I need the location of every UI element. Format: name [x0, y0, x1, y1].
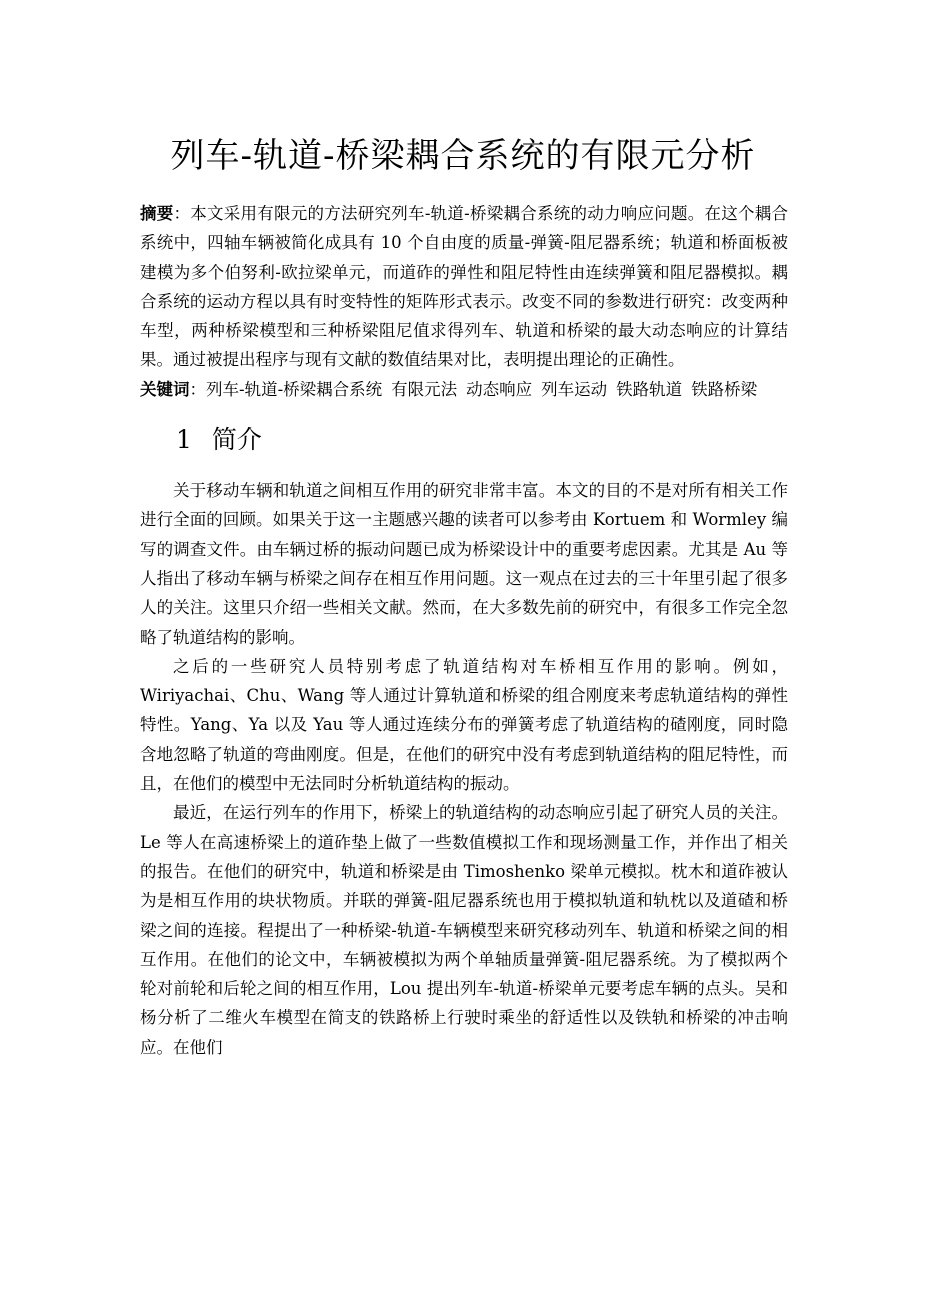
abstract-separator: ： [173, 204, 191, 223]
keyword: 铁路轨道 [616, 379, 683, 399]
keyword: 动态响应 [466, 379, 533, 399]
keyword: 有限元法 [391, 379, 458, 399]
section-number: 1 [176, 425, 192, 455]
keyword: 铁路桥梁 [691, 379, 758, 399]
keyword: 列车-轨道-桥梁耦合系统 [206, 379, 383, 399]
keywords-separator: ： [189, 379, 206, 399]
body-paragraph: 之后的一些研究人员特别考虑了轨道结构对车桥相互作用的影响。例如，Wiriyachai、Chu、Wang 等人通过计算轨道和桥梁的组合刚度来考虑轨道结构的弹性特性。Yang、Ya 以及 Yau 等人通过连续分布的弹簧考虑了轨道结构的碴刚度，同时隐含地忽略了轨道的弯曲刚度。但是，在他们的研究中没有考虑到轨道结构的阻尼特性，而且，在他们的模型中无法同时分析轨道结构的振动。 [140, 656, 788, 794]
abstract [140, 199, 788, 375]
keywords-label: 关键词 [140, 379, 190, 399]
abstract-label: 摘要 [140, 204, 174, 223]
section-heading [140, 404, 788, 476]
keyword: 列车运动 [541, 379, 608, 399]
paper-title: 列车-轨道-桥梁耦合系统的有限元分析 [170, 136, 756, 176]
abstract-text: 本文采用有限元的方法研究列车-轨道-桥梁耦合系统的动力响应问题。在这个耦合系统中，四轴车辆被简化成具有 10 个自由度的质量-弹簧-阻尼器系统；轨道和桥面板被建模为多个伯努利-欧拉梁单元，而道砟的弹性和阻尼特性由连续弹簧和阻尼器模拟。耦合系统的运动方程以具有时变特性的矩阵形式表示。改变不同的参数进行研究：改变两种车型，两种桥梁模型和三种桥梁阻尼值求得列车、轨道和桥梁的最大动态响应的计算结果。通过被提出程序与现有文献的数值结果对比，表明提出理论的正确性。 [140, 204, 789, 370]
body-paragraph: 关于移动车辆和轨道之间相互作用的研究非常丰富。本文的目的不是对所有相关工作进行全面的回顾。如果关于这一主题感兴趣的读者可以参考由 Kortuem 和 Wormley 编写的调查文件。由车辆过桥的振动问题已成为桥梁设计中的重要考虑因素。尤其是 Au 等人指出了移动车辆与桥梁之间存在相互作用问题。这一观点在过去的三十年里引起了很多人的关注。这里只介绍一些相关文献。然而，在大多数先前的研究中，有很多工作完全忽略了轨道结构的影响。 [140, 481, 788, 647]
paper-body [140, 199, 788, 1062]
keywords [140, 375, 788, 404]
body-paragraph: 最近，在运行列车的作用下，桥梁上的轨道结构的动态响应引起了研究人员的关注。Le 等人在高速桥梁上的道砟垫上做了一些数值模拟工作和现场测量工作，并作出了相关的报告。在他们的研究中，轨道和桥梁是由 Timoshenko 梁单元模拟。枕木和道砟被认为是相互作用的块状物质。并联的弹簧-阻尼器系统也用于模拟轨道和轨枕以及道碴和桥梁之间的连接。程提出了一种桥梁-轨道-车辆模型来研究移动列车、轨道和桥梁之间的相互作用。在他们的论文中，车辆被模拟为两个单轴质量弹簧-阻尼器系统。为了模拟两个轮对前轮和后轮之间的相互作用，Lou 提出列车-轨道-桥梁单元要考虑车辆的点头。吴和杨分析了二维火车模型在简支的铁路桥上行驶时乘坐的舒适性以及铁轨和桥梁的冲击响应。在他们 [140, 803, 788, 1057]
section-title: 简介 [211, 425, 262, 455]
